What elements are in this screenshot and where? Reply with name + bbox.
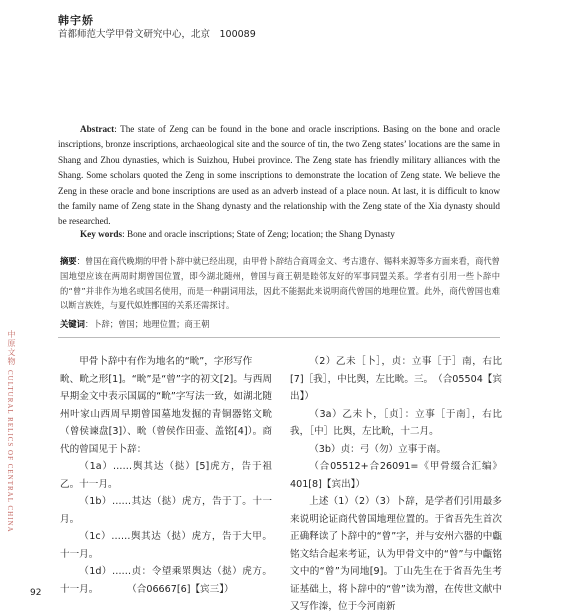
abstract-text: : The state of Zeng can be found in the bone and oracle inscriptions. Basing on the bone and oracle inscriptions, bronze inscriptions, archaeological site and the source of tin, the two Zeng states’ locations are the same in Shang and Zhou dynasties, which is Suizhou, Hubei province. The Zeng state has friendly military alliances with the Shang. Some scholars quoted the Zeng in some inscriptions to demonstrate the location of Zeng state. We believe the Zeng in these oracle and bone inscriptions are used as an adverb instead of a place noun. At last, it is difficult to know the family name of Zeng state in the Shang dynasty and the relationship with the Zeng state of the Xia dynasty should be researched. [58,124,500,227]
paragraph: （1b）……其达（挞）虎方，告于丁。十一月。 [60,496,272,525]
cn-abstract-text: ：曾国在商代晚期的甲骨卜辞中就已经出现，由甲骨卜辞结合商周金文、考古遗存、锡料来源等多方面来看，商代曾国地望应该在两周时期曾国位置，即今湖北随州，曾国与商王朝是睦邻友好的军事同盟关系。学者有引用一些卜辞中的“曾”并非作为地名或国名使用，而是一种副词用法，因此不能据此来说明商代曾国的地理位置。此外，商代曾国也难以断言族姓，与夏代姒姓鄫国的关系还需探讨。 [60,256,500,311]
paragraph: （3b）贞：弓（勿）立事于南。 [309,443,447,455]
chinese-keywords [60,318,209,330]
cn-keywords-text: ：卜辞；曾国；地理位置；商王朝 [84,319,210,329]
left-column [60,353,272,598]
paragraph: （3a）乙未卜，［贞］：立事［于南］，右比我，［中］比舆，左比㽙，十二月。 [290,408,502,437]
paragraph: （合05512+合26091=《甲骨缀合汇编》401[8]【宾出】） [290,461,502,490]
journal-name-en: CULTURAL RELICS OF CENTRAL CHINA [6,370,14,533]
chinese-abstract [60,254,500,313]
cn-keywords-label: 关键词 [60,319,85,329]
paragraph: 㽙、㽙之形[1]。“㽙”是“曾”字的初文[2]。与西周早期金文中表示国属的“㽙”字写法一致，如湖北随州叶家山西周早期曾国墓地发掘的青铜器铭文㽙（曾侯谏盘[3]）、㽙（曾侯作田壶、盖铭[4]）。商代的曾国见于卜辞： [60,373,272,455]
section-divider [58,337,500,338]
english-abstract [58,122,500,230]
keywords-text: : Bone and oracle inscriptions; State of Zeng; location; the Shang Dynasty [122,229,395,239]
journal-name-cn: 中原文物 [7,330,16,366]
abstract-label: Abstract [80,124,115,134]
english-keywords [80,229,395,239]
page-number: 92 [30,588,42,598]
keywords-label: Key words [80,229,123,239]
paragraph: （1a）……舆其达（挞）[5]虎方，告于祖乙。十一月。 [60,461,272,490]
author-name: 韩宇娇 [58,14,94,27]
right-column [290,353,502,616]
paragraph: 上述（1）（2）（3）卜辞，是学者们引用最多来说明论证商代曾国地理位置的。于省吾先生首次正确释读了卜辞中的“曾”字，并与安州六器的中甗铭文结合起来考证，认为甲骨文中的“曾”与中甗铭文中的“曾”为同地[9]。丁山先生在于省吾先生考证基础上，将卜辞中的“曾”读为潧，在传世文献中又写作溱，位于今河南新 [290,496,502,612]
cn-abstract-label: 摘要 [60,256,77,266]
author-affiliation: 首都师范大学甲骨文研究中心，北京 100089 [58,29,256,40]
paragraph: （2）乙未［卜］，贞：立事［于］南，右比[7]［我］，中比舆，左比㽙。三。 （合05504【宾出】） [290,356,502,402]
paragraph: 甲骨卜辞中有作为地名的“㽙”，字形写作 [79,356,253,367]
paragraph: （1c）……舆其达（挞）虎方，告于大甲。十一月。 [60,531,272,560]
paragraph: （1d）……贞：令望乘眔舆达（挞）虎方。十一月。 （合06667[6]【宾三】） [60,566,272,595]
